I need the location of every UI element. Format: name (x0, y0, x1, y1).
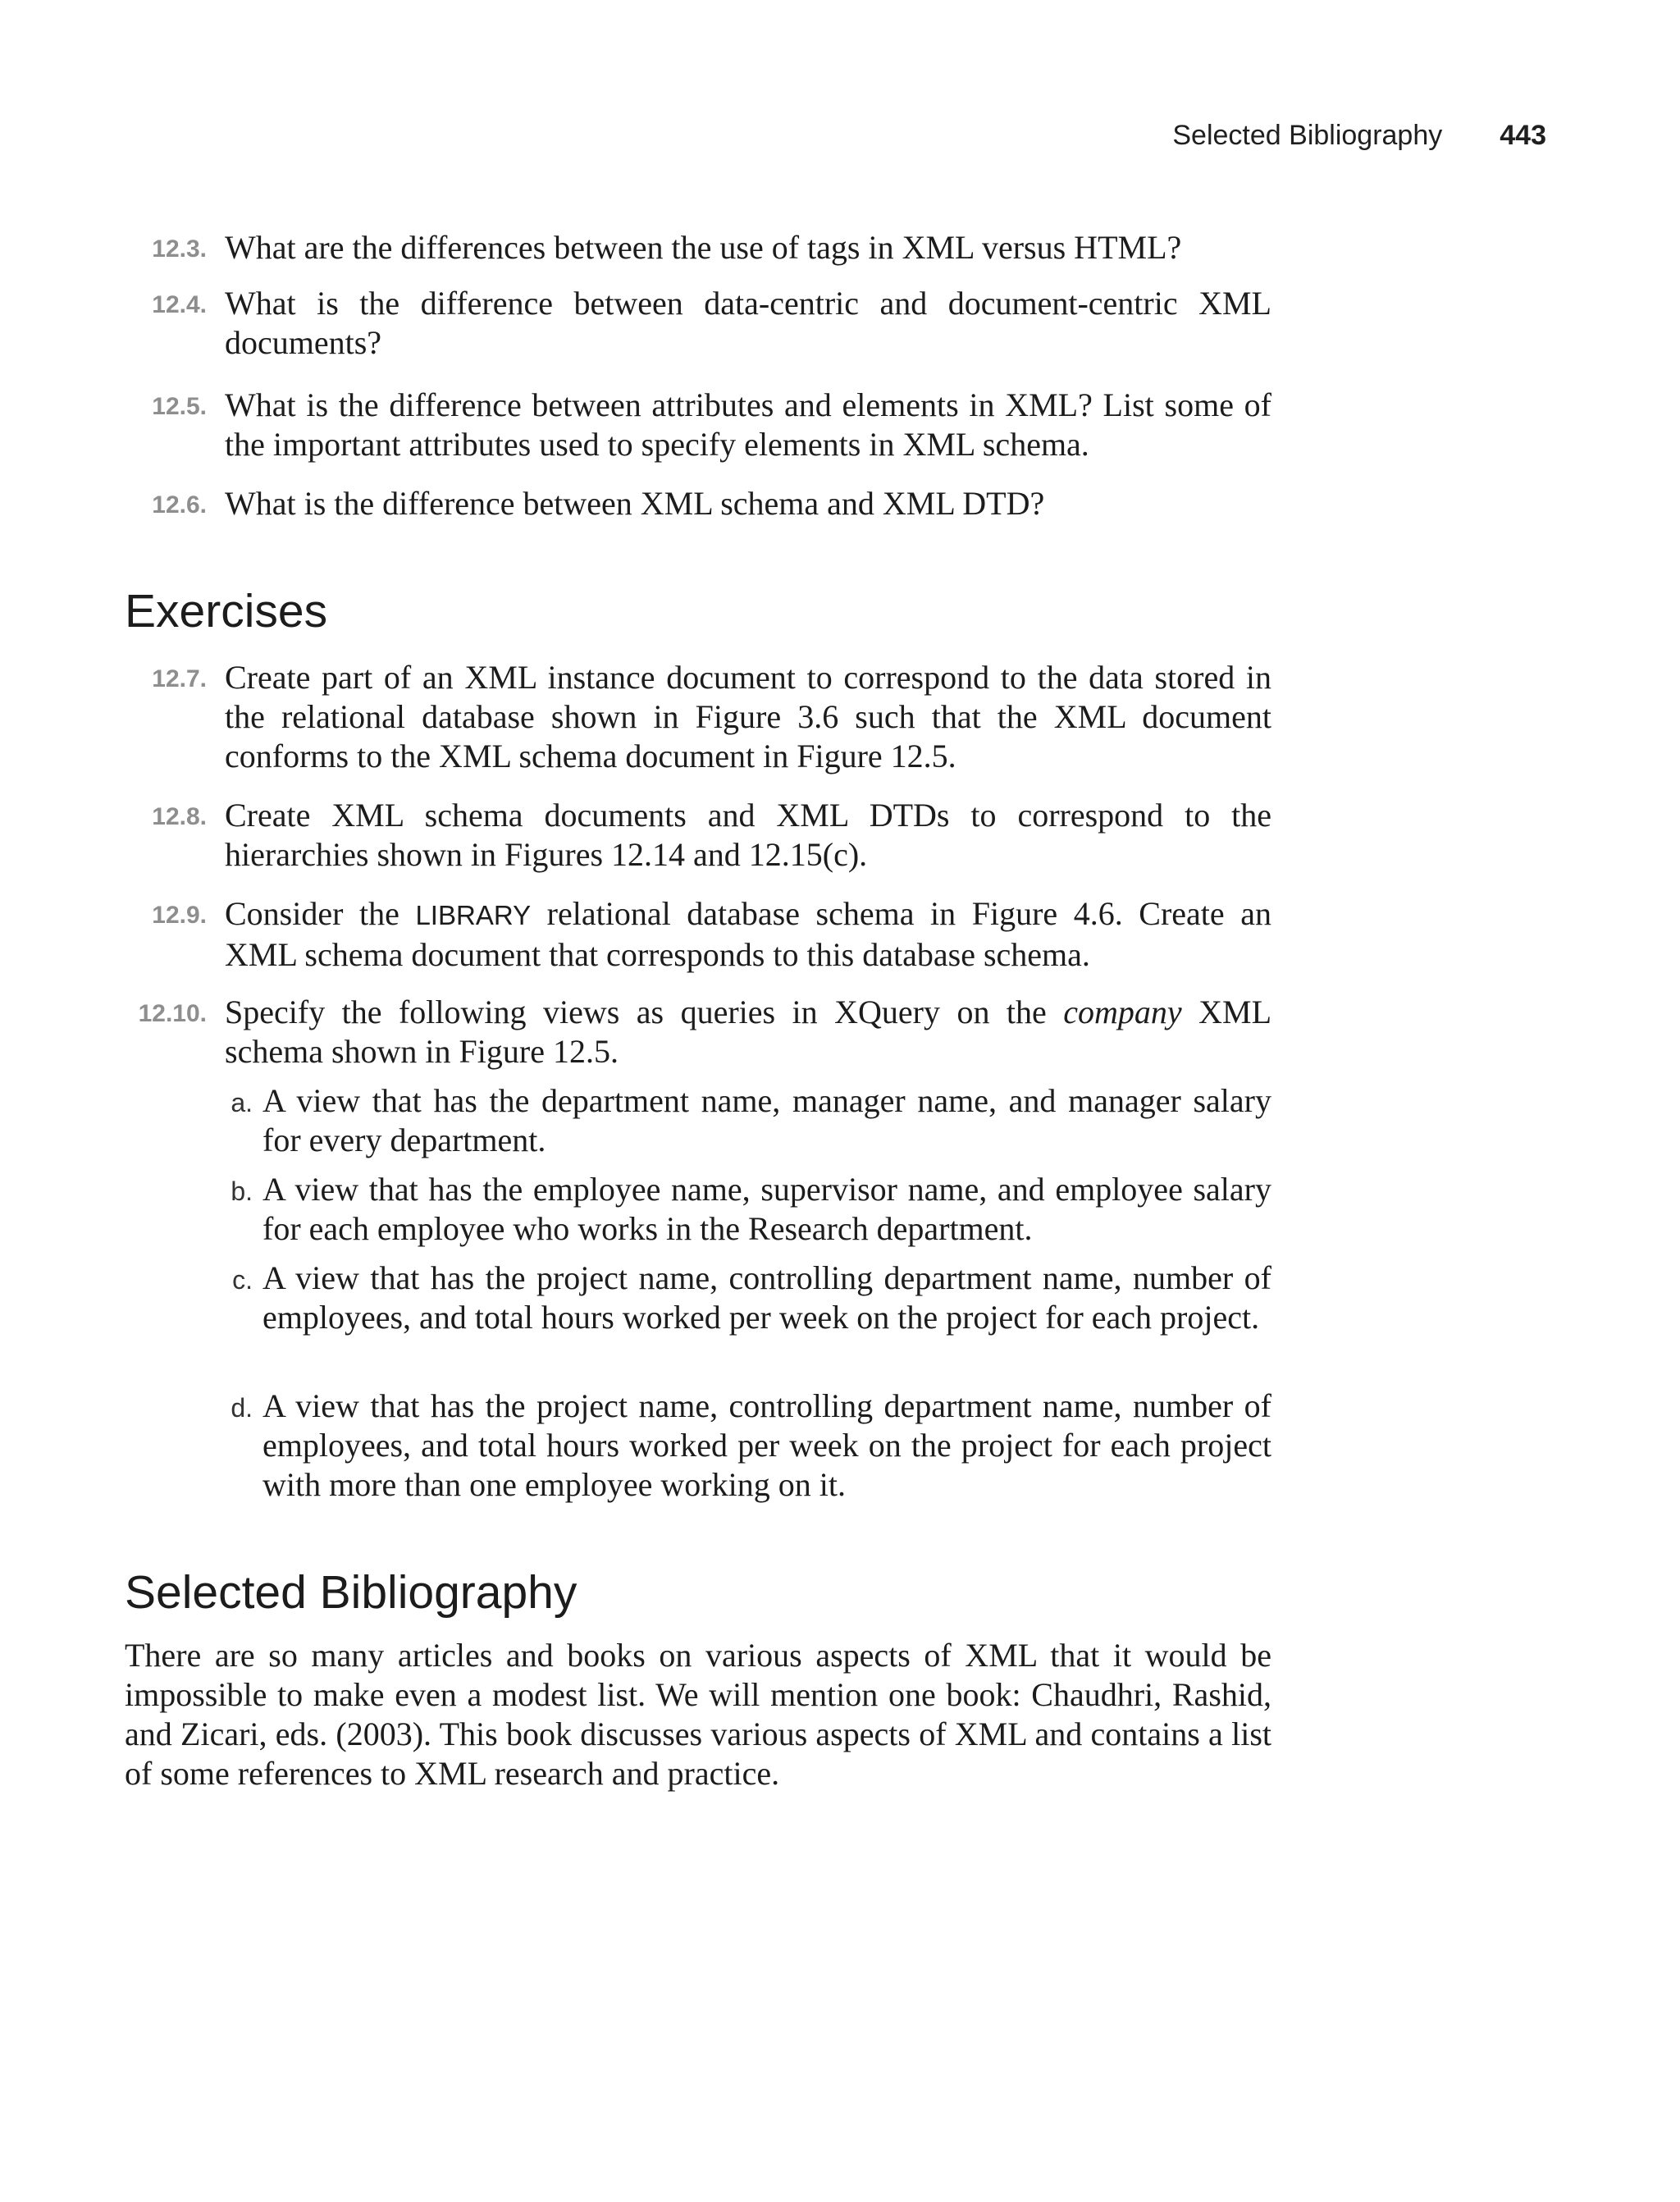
question-text: What is the difference between XML schema and XML DTD? (225, 485, 1045, 522)
question-text: What is the difference between attributes and elements in XML? List some of the important attributes used to specify elements in XML schema. (225, 386, 1271, 463)
exercise-12-10 (138, 993, 1272, 1071)
review-question-12-6 (152, 484, 1271, 523)
exercise-number: 12.7. (152, 665, 207, 692)
subitem-text: A view that has the department name, manager name, and manager salary for every department. (262, 1082, 1271, 1158)
exercise-12-10-b (231, 1170, 1271, 1249)
question-number: 12.4. (152, 291, 207, 318)
review-question-12-5 (152, 386, 1271, 464)
exercise-12-8 (152, 796, 1271, 875)
subitem-text: A view that has the project name, controlling department name, number of employees, and total hours worked per week on the project for each project with more than one employee working on it. (262, 1387, 1271, 1503)
review-question-12-3 (152, 228, 1271, 267)
exercises-heading: Exercises (125, 585, 328, 637)
subitem-text: A view that has the project name, controlling department name, number of employees, and total hours worked per week on the project for each project. (262, 1259, 1271, 1336)
question-number: 12.5. (152, 393, 207, 420)
question-text: What are the differences between the use of tags in XML versus HTML? (225, 229, 1182, 266)
subitem-label: b. (231, 1176, 253, 1206)
question-number: 12.3. (152, 235, 207, 263)
exercise-text: Create XML schema documents and XML DTDs to correspond to the hierarchies shown in Figures 12.14 and 12.15(c). (225, 797, 1271, 873)
running-header (1172, 120, 1546, 152)
exercise-12-9 (152, 894, 1271, 975)
exercise-text-end: XML schema shown in Figure 12.5. (225, 994, 1272, 1070)
exercise-12-10-a (231, 1081, 1271, 1160)
exercise-12-10-d (231, 1387, 1271, 1505)
exercise-12-10-c (232, 1259, 1271, 1337)
exercise-text-start: Specify the following views as queries in XQuery on the (225, 994, 1064, 1030)
exercise-text: Create part of an XML instance document to correspond to the data stored in the relational database shown in Figure 3.6 such that the XML document conforms to the XML schema document in Figure 12.5. (225, 659, 1271, 774)
subitem-text: A view that has the employee name, supervisor name, and employee salary for each employee who works in the Research department. (262, 1171, 1271, 1247)
question-number: 12.6. (152, 491, 207, 519)
question-text: What is the difference between data-centric and document-centric XML documents? (225, 285, 1271, 361)
subitem-label: c. (232, 1265, 253, 1295)
page-number: 443 (1500, 120, 1546, 151)
exercise-number: 12.9. (152, 902, 207, 929)
company-schema-name: company (1063, 994, 1182, 1030)
exercise-number: 12.8. (152, 803, 207, 830)
running-header-title: Selected Bibliography (1172, 120, 1443, 151)
library-schema-name: LIBRARY (415, 900, 532, 930)
exercise-12-7 (152, 658, 1271, 776)
exercise-text (225, 894, 1271, 975)
review-question-12-4 (152, 284, 1271, 363)
exercise-text-end: relational database schema in Figure 4.6. Create an XML schema document that corresponds to this database schema. (225, 895, 1271, 973)
exercise-text (225, 993, 1271, 1071)
exercise-text-start: Consider the (225, 895, 416, 932)
exercise-number: 12.10. (138, 1000, 207, 1027)
subitem-label: d. (231, 1393, 253, 1423)
subitem-label: a. (231, 1088, 253, 1117)
bibliography-heading: Selected Bibliography (125, 1566, 578, 1619)
bibliography-paragraph: There are so many articles and books on various aspects of XML that it would be impossible to make even a modest list. We will mention one book: Chaudhri, Rashid, and Zicari, eds. (2003). This book discusses various aspects of XML and contains a list of some references to XML research and practice. (125, 1637, 1271, 1792)
